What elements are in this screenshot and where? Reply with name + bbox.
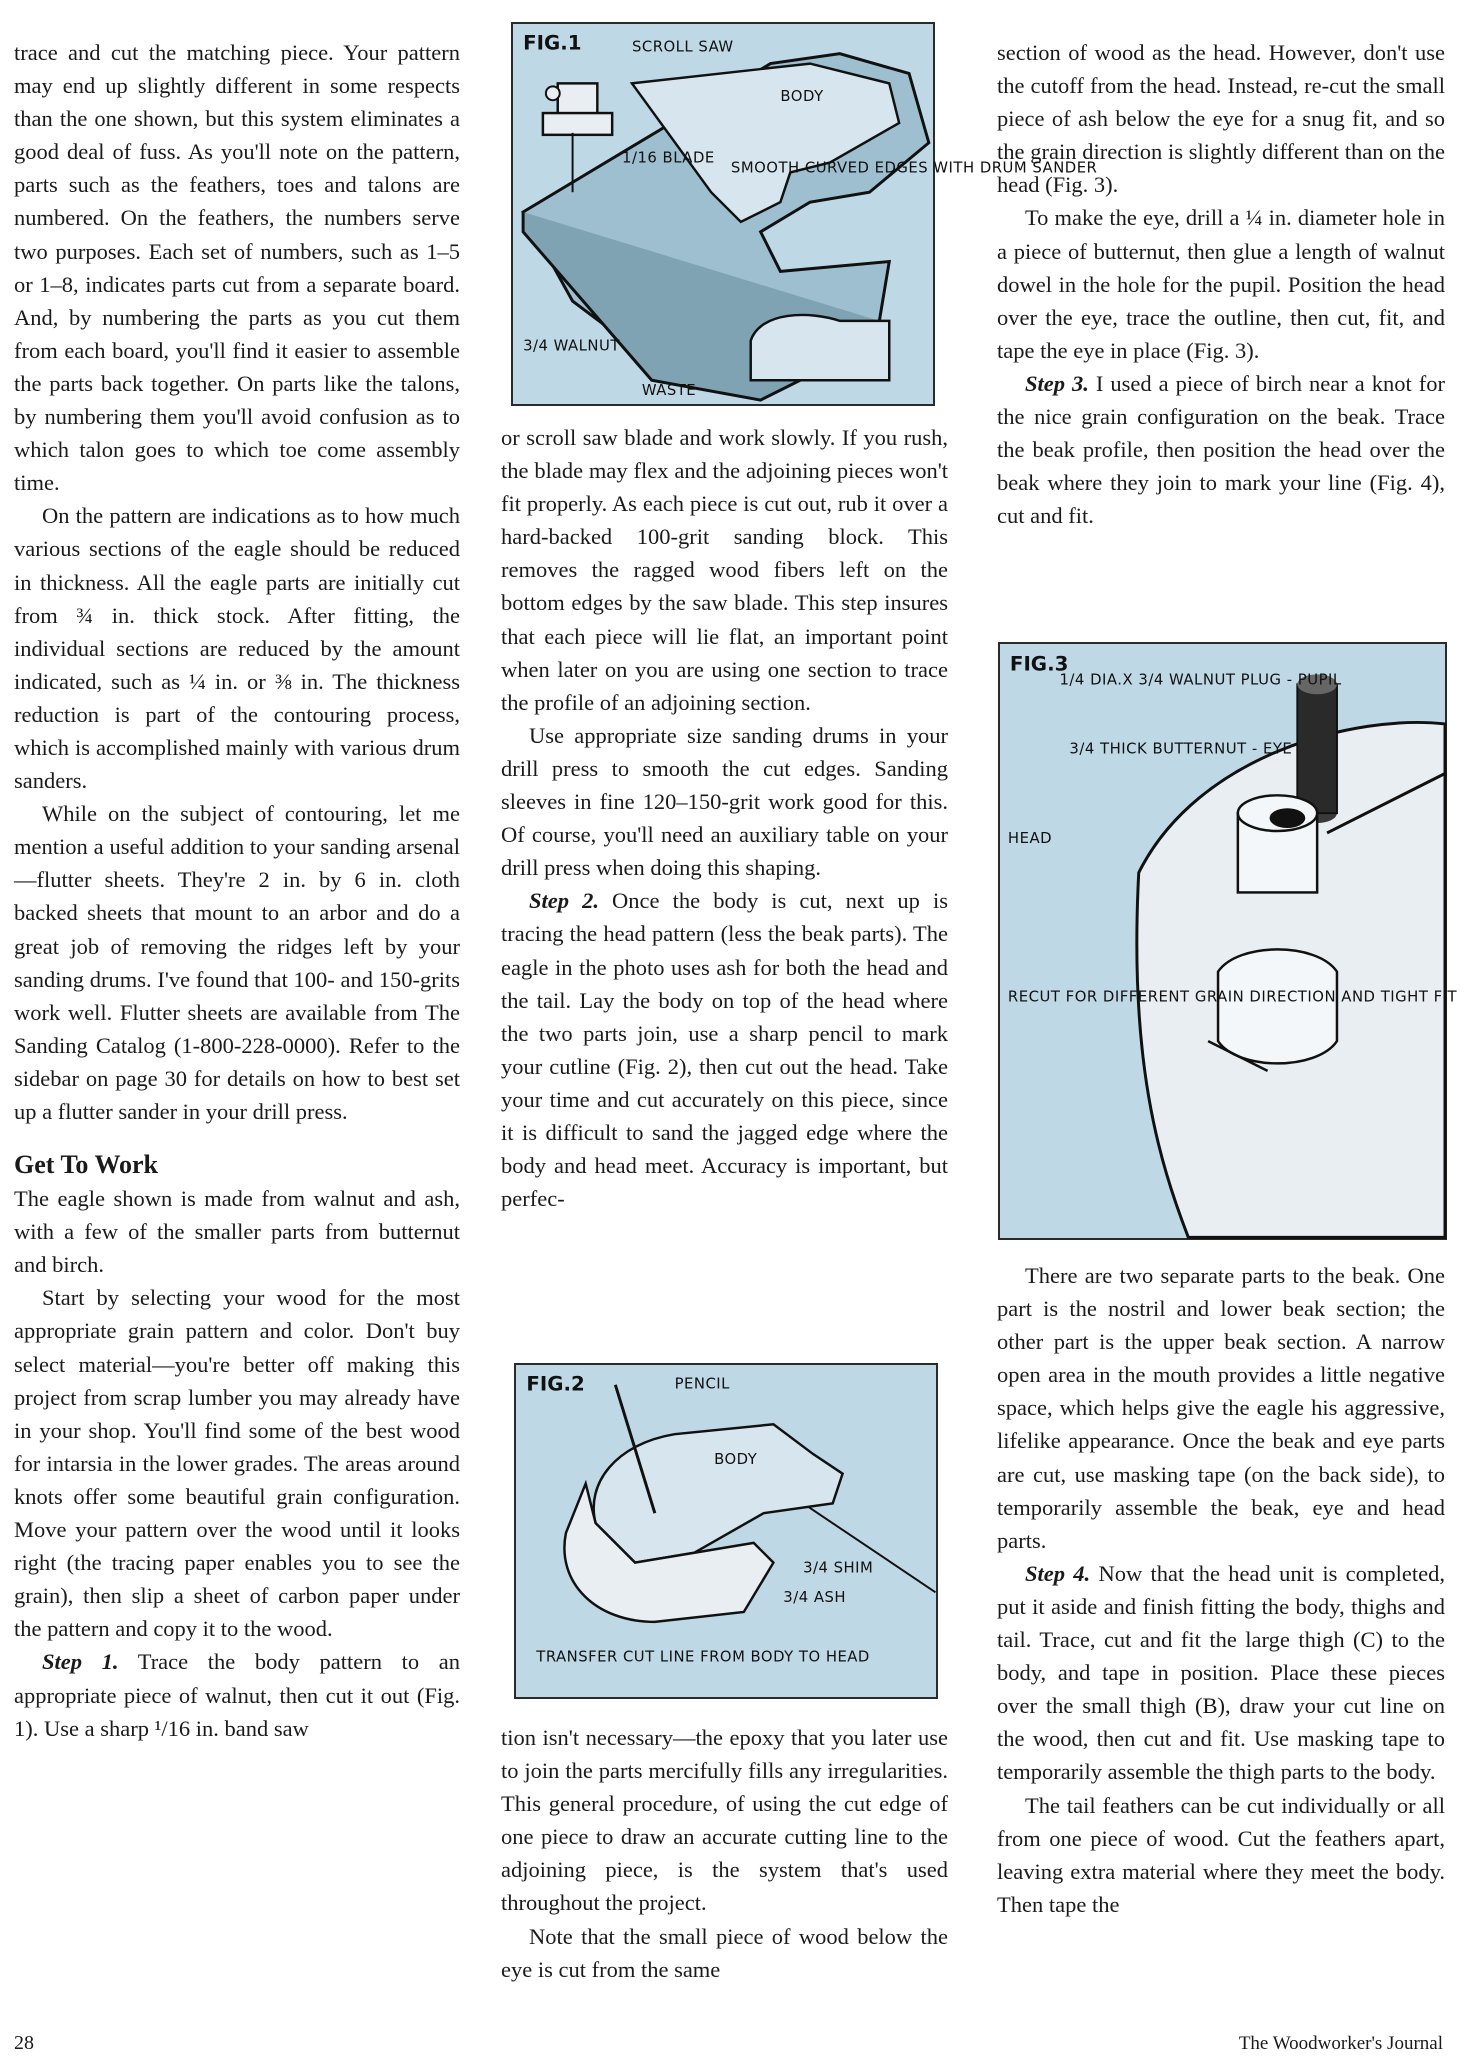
- figure-2-body-label: BODY: [714, 1450, 758, 1468]
- figure-2-transfer-label: TRANSFER CUT LINE FROM BODY TO HEAD: [536, 1648, 870, 1666]
- section-heading: Get To Work: [14, 1150, 159, 1180]
- paragraph: tion isn't necessary—the epoxy that you later use to join the parts mercifully fills any irregularities. This general procedure, of using the cut edge of one piece to draw an accurate cutting line to the adjoining piece, is the system that's used throughout the project.: [501, 1725, 948, 1916]
- paragraph: The tail feathers can be cut individually or all from one piece of wood. Cut the feathers apart, leaving extra material where they meet the body. Then tape the: [997, 1792, 1445, 1917]
- step-label: Step 4.: [1025, 1560, 1091, 1586]
- paragraph: Use appropriate size sanding drums in your drill press to smooth the cut edges. Sanding sleeves in fine 120–150-grit work good for this. Of course, you'll need an auxiliary table on your drill press when doing this shaping.: [501, 722, 948, 881]
- paragraph: section of wood as the head. However, don't use the cutoff from the head. Instead, re-cut the small piece of ash below the eye for a snug fit, and so the grain direction is slightly different than on the head (Fig. 3).: [997, 40, 1445, 198]
- column-right-top: [997, 36, 1445, 532]
- column-right-bottom: [997, 1259, 1445, 1921]
- figure-3-plug-label: 1/4 DIA.X 3/4 WALNUT PLUG - PUPIL: [1059, 670, 1342, 689]
- figure-1-blade-label: 1/16 BLADE: [622, 149, 715, 167]
- figure-3-recut-label: RECUT FOR DIFFERENT GRAIN DIRECTION AND TIGHT FIT: [1007, 987, 1458, 1006]
- paragraph: [997, 367, 1445, 532]
- figure-2-pencil-label: PENCIL: [674, 1375, 730, 1393]
- paragraph: [501, 884, 948, 1215]
- step-text: Once the body is cut, next up is tracing the head pattern (less the beak parts). The eagle in the photo uses ash for both the head and the tail. Lay the body on top of the head where the two parts join, use a sharp pencil to mark your cutline (Fig. 2), then cut out the head. Take your time and cut accurately on this piece, since it is difficult to sand the jagged edge where the body and head meet. Accuracy is important, but perfec-: [501, 888, 948, 1212]
- figure-2-illustration: [516, 1365, 936, 1697]
- paragraph: While on the subject of contouring, let me mention a useful addition to your sanding arsenal—flutter sheets. They're 2 in. by 6 in. cloth backed sheets that mount to an arbor and do a great job of removing the ridges left by your sanding drums. I've found that 100- and 150-grits work well. Flutter sheets are available from The Sanding Catalog (1-800-228-0000). Refer to the sidebar on page 30 for details on how to best set up a flutter sander in your drill press.: [14, 801, 460, 1124]
- step-text: Now that the head unit is completed, put it aside and finish fitting the body, thighs and tail. Trace, cut and fit the large thigh (C) to the body, and tape in position. Place these pieces over the small thigh (B), draw your cut line on the wood, then cut and fit. Use masking tape to temporarily assemble the thigh parts to the body.: [997, 1560, 1445, 1785]
- journal-name: The Woodworker's Journal: [1238, 2033, 1443, 2054]
- paragraph: Start by selecting your wood for the most appropriate grain pattern and color. Don't buy select material—you're better off making this project from scrap lumber you may already have in your shop. You'll find some of the best wood for intarsia in the lower grades. The areas around knots offer some beautiful grain configuration. Move your pattern over the wood until it looks right (the tracing paper enables you to see the grain), then slip a sheet of carbon paper under the pattern and copy it to the wood.: [14, 1285, 460, 1642]
- figure-2-title: FIG.2: [526, 1372, 585, 1396]
- figure-1-scroll-saw-label: SCROLL SAW: [631, 38, 734, 56]
- paragraph: trace and cut the matching piece. Your pattern may end up slightly different in some respects than the one shown, but this system eliminates a good deal of fuss. As you'll note on the pattern, parts such as the feathers, toes and talons are numbered. On the feathers, the numbers serve two purposes. Each set of numbers, such as 1–5 or 1–8, indicates parts cut from a separate board. And, by numbering the parts as you cut them from each board, you'll find it easier to assemble the parts back together. On parts like the talons, by numbering them you'll avoid confusion as to which talon goes to which toe come assembly time.: [14, 40, 460, 496]
- step-label: Step 3.: [1025, 370, 1089, 396]
- figure-2: [514, 1363, 938, 1699]
- page-number: 28: [14, 2032, 34, 2054]
- step-text: I used a piece of birch near a knot for the nice grain configuration on the beak. Trace the beak profile, then position the head over the beak where they join to mark your line (Fig. 4), cut and fit.: [997, 370, 1445, 529]
- column-middle-top: [501, 421, 948, 1215]
- figure-1-walnut-label: 3/4 WALNUT: [523, 337, 620, 355]
- figure-1-title: FIG.1: [523, 31, 582, 55]
- figure-3-title: FIG.3: [1009, 652, 1069, 676]
- paragraph: Note that the small piece of wood below the eye is cut from the same: [501, 1923, 948, 1982]
- figure-1-smooth-label: SMOOTH CURVED EDGES WITH DRUM SANDER: [730, 159, 1098, 177]
- figure-3: [998, 642, 1458, 1240]
- figure-2-ash-label: 3/4 ASH: [783, 1589, 846, 1607]
- step-text: Trace the body pattern to an appropriate piece of walnut, then cut it out (Fig. 1). Use a sharp ¹/16 in. band saw: [14, 1649, 460, 1741]
- step-label: Step 1.: [42, 1649, 119, 1675]
- figure-3-butternut-label: 3/4 THICK BUTTERNUT - EYE: [1069, 739, 1293, 758]
- figure-2-shim-label: 3/4 SHIM: [803, 1559, 874, 1577]
- figure-3-illustration: [1000, 644, 1458, 1238]
- paragraph: There are two separate parts to the beak. One part is the nostril and lower beak section; the other part is the upper beak section. A narrow open area in the mouth provides a little negative space, which helps give the eagle his aggressive, lifelike appearance. Once the beak and eye parts are cut, use masking tape (on the back side), to temporarily assemble the beak, eye and head parts.: [997, 1263, 1445, 1553]
- paragraph: [14, 1645, 460, 1744]
- step-label: Step 2.: [529, 888, 599, 914]
- figure-1-body-label: BODY: [780, 88, 824, 106]
- paragraph: [997, 1557, 1445, 1789]
- figure-3-head-label: HEAD: [1007, 828, 1053, 847]
- column-middle-bottom: [501, 1721, 948, 1986]
- figure-1-waste-label: WASTE: [641, 382, 697, 400]
- paragraph: or scroll saw blade and work slowly. If you rush, the blade may flex and the adjoining pieces won't fit properly. As each piece is cut out, rub it over a hard-backed 100-grit sanding block. This removes the ragged wood fibers left on the bottom edges by the saw blade. This step insures that each piece will lie flat, an important point when later on you are using one section to trace the profile of an adjoining section.: [501, 425, 948, 715]
- paragraph: To make the eye, drill a ¼ in. diameter hole in a piece of butternut, then glue a length of walnut dowel in the hole for the pupil. Position the head over the eye, trace the outline, then cut, fit, and tape the eye in place (Fig. 3).: [997, 205, 1445, 363]
- paragraph: The eagle shown is made from walnut and ash, with a few of the smaller parts from butternut and birch.: [14, 1186, 460, 1278]
- column-left: [14, 36, 460, 1745]
- paragraph: On the pattern are indications as to how much various sections of the eagle should be reduced in thickness. All the eagle parts are initially cut from ¾ in. thick stock. After fitting, the individual sections are reduced by the amount indicated, such as ¼ in. or ⅜ in. The thickness reduction is part of the contouring process, which is accomplished mainly with various drum sanders.: [14, 503, 460, 794]
